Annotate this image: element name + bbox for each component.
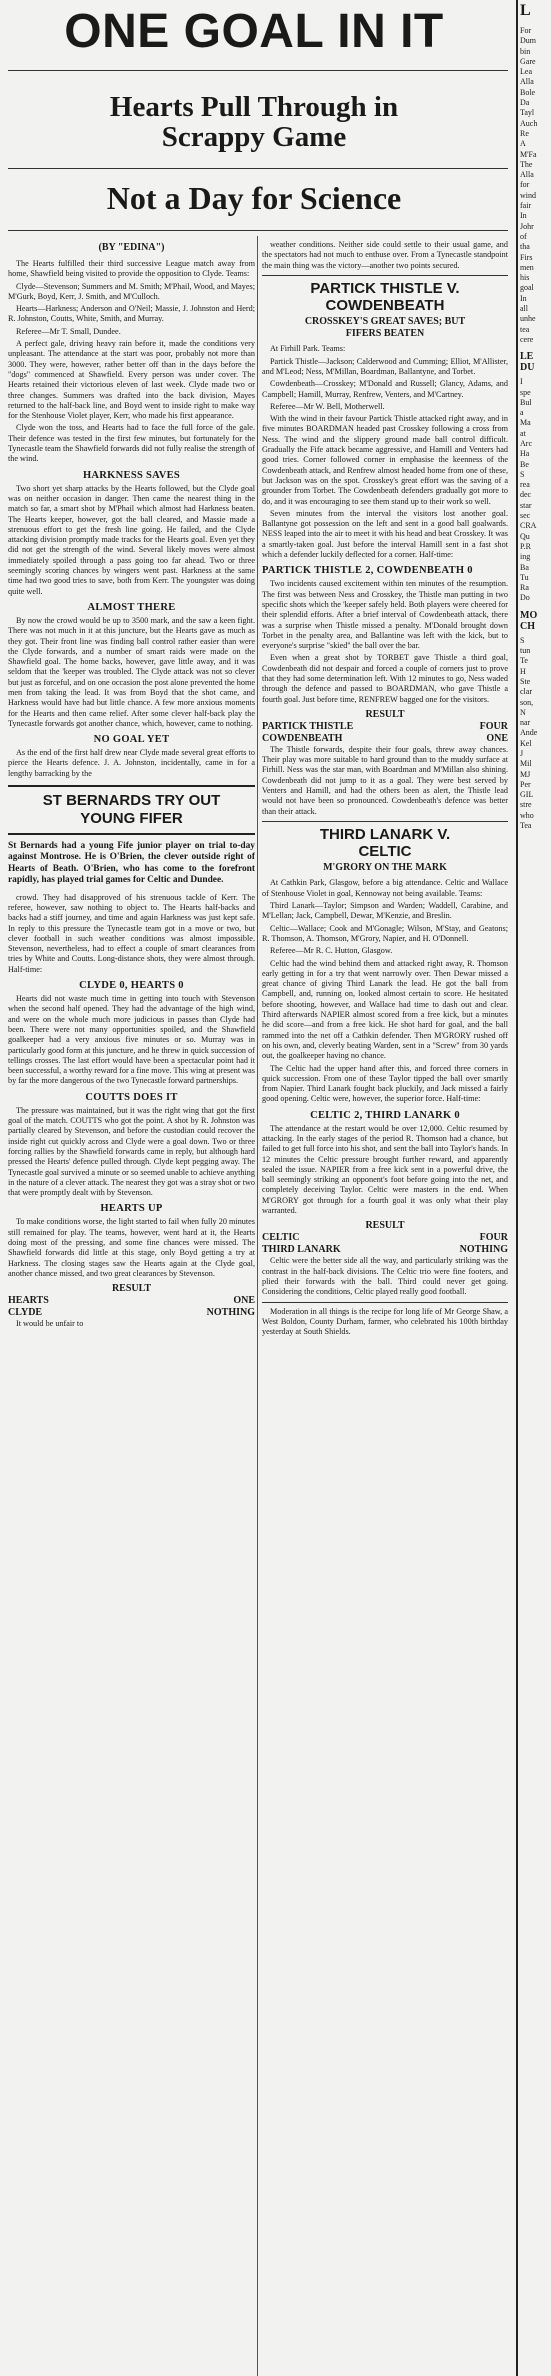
edge-fragment-line: sec [520,511,531,521]
edge-fragment-line: ing [520,552,531,562]
edge-fragment-line: Alla [520,77,534,87]
edge-fragment-line: stre [520,800,532,810]
result-title: RESULT [365,708,405,720]
subheading: HARKNESS SAVES [82,469,181,481]
deck-line: Scrappy Game [161,121,347,154]
edge-fragment-line: bin [520,46,531,56]
paragraph: crowd. They had disapproved of his strenuous tackle of Kerr. The referee, however, saw nothing to object to. The Hearts half-backs and backs had a stiff journey, and time and again Harkness was just kept safe. In reply to this pressure the Tynecastle team got in a move or two, but clever football in such weather conditions was almost impossible. Stevenson, nevertheless, had to effect a couple of smart clearances from tries by White and Coutts. Long-distance shots, they were almost through. Half-time: [8,892,255,974]
paragraph: A perfect gale, driving heavy rain before it, made the conditions very unpleasant. The attendance at the start was poor, probably not more than 3000. They were, however, rather better off than in the days before the "dogs" commenced at Shawfield. Every person was under cover. The Hearts retained their victorious eleven of last week. Clyde made two or three changes. Summers was drafted into the back division, Mayes returned to the half-back line, and Boyd went to inside right to make way for the Stenhouse Violet player, Kerr, who made his first appearance. [8,339,255,421]
edge-fragment-line: Auch [520,118,538,128]
edge-fragment-line: tea [520,324,530,334]
edge-fragment-line: Gare [520,56,536,66]
headline-rule [8,230,508,231]
edge-fragment-line: N [520,707,526,717]
edge-fragment-line: fair [520,201,532,211]
edge-fragment-line: CRA [520,521,537,531]
partick-subheading [262,316,508,340]
edge-fragment-line: Da [520,98,530,108]
edge-fragment-line: Re [520,128,529,138]
result-title: RESULT [365,1220,405,1232]
paragraph: With the wind in their favour Partick Thistle attacked right away, and in five minutes BOARDMAN headed past Crosskey following a cross from Ness. The wind and the slippery ground made ball control difficult. Gradually the Fife attack became aggressive, and Hamill and Venters had good tries. Corner followed corner in emphasise the keenness of the Cowdenbeath attack, and Renfrew almost headed home from one of these, but Jackson was on the spot. Crosskey's great effort was the saving of a grounder from Torbet. The Cowdenbeath defenders gradually got more to do, and it was encouraging to see them stand up to their work so well. [262,414,508,506]
title-line: CELTIC [358,843,412,861]
result-team: COWDENBEATH [262,732,343,744]
edge-fragment-line: men [520,262,534,272]
st-bernards-intro: St Bernards had a young Fife junior player on trial to-day against Montrose. He is O'Brien, the clever outside right of Hearts of Beath. O'Brien, who has come to the forefront rapidly, has played trial games for Celtic and Dundee. [8,841,255,886]
paragraph: The Celtic had the upper hand after this, and forced three corners in quick succession. From one of these Taylor tipped the ball over smartly from Napier. Third Lanark fought back pluckily, and Jack missed a fairly good opening. Celtic were, however, the superior force. Half-time: [262,1063,508,1104]
edge-fragment-line: P.R [520,541,531,551]
edge-fragment-line: nar [520,718,531,728]
edge-text-block [518,377,551,604]
result-team: HEARTS [8,1295,49,1307]
deck-line: Hearts Pull Through in [109,91,399,123]
edge-fragment-line: Kel [520,738,532,748]
result-team: THIRD LANARK [262,1244,341,1256]
edge-fragment-line: all [520,304,528,314]
paragraph: Two incidents caused excitement within ten minutes of the resumption. The first was between Ness and Crosskey, the Thistle man putting in two specific shots which the 'keeper safely held. Both players were cheered for their splendid efforts. After a brief interval of Cowdenbeath attack, there was a surprise when Thistle missed a penalty. M'Donald brought down Torbet in the penalty area, and Ballantine was left with the kick, but to everyone's surprise "skied" the ball over the bar. [262,579,508,651]
edge-fragment-line: Firs [520,252,533,262]
edge-fragment-line: at [520,428,526,438]
paragraph: Hearts—Harkness; Anderson and O'Neil; Massie, J. Johnston and Herd; R. Johnston, Coutts, White, Smith, and Murray. [8,304,255,324]
edge-fragment-line: dec [520,490,532,500]
paragraph: Partick Thistle—Jackson; Calderwood and Cumming; Elliot, M'Allister, and M'Leod; Ness, M'Millan, Boardman, Ballantyne, and Torbet. [262,356,508,376]
edge-fragment-line: who [520,810,534,820]
paragraph: Even when a great shot by TORBET gave Thistle a third goal, Cowdenbeath did not despair and forced a couple of corners just to prove that they had some determination left. With 12 minutes to go, Ness waded through the defence and passed to BOARDMAN, who gave Thistle a fourth goal. Just before time, RENFREW bagged one for the visitors. [262,653,508,704]
edge-fragment-line: tha [520,242,530,252]
result-score: ONE [233,1295,255,1307]
edge-heading: L [520,2,531,19]
half-time-score: CLYDE 0, HEARTS 0 [79,980,184,992]
half-time-score: PARTICK THISTLE 2, COWDENBEATH 0 [262,565,473,577]
edge-fragment-line: Ha [520,449,530,459]
paragraph: Two short yet sharp attacks by the Hearts followed, but the Clyde goal was on neither occasion in danger. Then came the nearest thing in the match so far, a smart shot by M'Phail which almost had Harkness beaten. The Hearts keeper, however, got the ball cleared, and Massie made a strenuous effort to get the fresh line going. He failed, and the Clyde attacking division promptly made tracks for the Hearts goal. Even yet they did not get the strength of the wind. Several likely moves were almost immediately spoiled through a pass going too far ahead. Two or three seemingly scoring chances by wingers went past. Harkness at the same time had two good tries to save, both from Kerr. The youngster was doing quite well. [8,483,255,596]
st-bernards-title [8,792,255,828]
edge-fragment-line: unhe [520,314,536,324]
edge-fragment-line: tun [520,646,531,656]
headline-rule [8,70,508,71]
paragraph: To make conditions worse, the light started to fail when fully 20 minutes still remained for play. The teams, however, went hard at it, the Hearts doing most of the pressing, and some fine chances were missed. The Shawfield forwards did little at this stage, only Boyd getting a try at Harkness. The closing stages saw the Hearts again at the Clyde goal, another chance missed, and two great clearances by Stevenson. [8,1217,255,1278]
edge-fragment-line: For [520,26,532,35]
edge-fragment-line: goal [520,283,534,293]
edge-fragment-line: MJ [520,769,531,779]
title-line: PARTICK THISTLE V. [310,279,460,297]
edge-text-block [518,26,551,345]
paragraph: Hearts did not waste much time in getting into touch with Stevenson when the second half opened. They had the advantage of the high wind, and were on the whole much more judicious in passes than Clyde had been. There were not many opportunities spoiled, and the Shawfield goalkeeper had a very anxious five minutes or so. Murray was in particularly good form at this juncture, and he threw in quick succession of tellings crosses. The last effort would have been a spectacular point had it been successful, a worthy reward for a fine move. This wing at present was by far the more dangerous of the two Tynecastle forward partnerships. [8,994,255,1086]
paragraph: Referee—Mr R. C. Hutton, Glasgow. [270,946,393,956]
partick-title [262,280,508,315]
result-score: FOUR [479,720,508,732]
column-right [262,240,508,2376]
paragraph: weather conditions. Neither side could settle to their usual game, and the spectators had not much to enthuse over. From a Tynecastle standpoint the main thing was the victory—another two points secured. [262,240,508,270]
edge-fragment-line: Tayl [520,108,535,118]
main-headline: ONE GOAL IN IT [64,5,444,58]
paragraph: At Cathkin Park, Glasgow, before a big attendance. Celtic and Wallace of Stenhouse Violet in goal, Kennoway not being available. Teams: [262,878,508,898]
edge-fragment-line: Bole [520,87,536,97]
paragraph: Moderation in all things is the recipe for long life of Mr George Shaw, a West Boldon, County Durham, farmer, who celebrated his 100th birthday yesterday at South Shields. [262,1306,508,1337]
edge-fragment-line: Qu [520,531,530,541]
edge-fragment-line: spe [520,387,531,397]
divider [262,275,508,276]
title-line: COWDENBEATH [325,297,445,315]
edge-fragment-line: wind [520,190,536,200]
result-score: FOUR [479,1232,508,1244]
paragraph: Clyde won the toss, and Hearts had to face the full force of the gale. Their defence was tested in the first few minutes, but fortunately for the Tynecastle team the Shawfield forwards did not fully realise the strength of the wind. [8,423,255,464]
edge-fragment-line: star [520,500,532,510]
subheading: COUTTS DOES IT [85,1091,178,1103]
result-title: RESULT [111,1283,152,1295]
edge-fragment-line: In [520,211,527,221]
edge-fragment-line: cere [520,334,534,344]
edge-fragment-line: S [520,469,525,479]
result-line [8,1295,255,1307]
third-lanark-section [262,826,508,1337]
edge-sub-line: DU [520,362,535,374]
edge-text-block [518,636,551,832]
partick-section [262,280,508,817]
result-line [8,1307,255,1319]
edge-fragment-line: In [520,293,527,303]
result-line [262,1244,508,1256]
paragraph: Referee—Mr T. Small, Dundee. [16,326,121,336]
edge-fragment-line: Ra [520,583,529,593]
title-line: YOUNG FIFER [80,810,183,828]
edge-fragment-line: Alla [520,170,534,180]
paragraph: Clyde—Stevenson; Summers and M. Smith; M'Phail, Wood, and Mayes; M'Gurk, Boyd, Kerr, J. Smith, and M'Culloch. [8,281,255,301]
result-line [262,1232,508,1244]
edge-fragment-line: Mil [520,759,532,769]
byline: (BY "EDINA") [98,242,165,253]
result-team: PARTICK THISTLE [262,720,354,732]
edge-sub-line: CH [520,620,535,632]
paragraph: The Thistle forwards, despite their four goals, threw away chances. Their play was more suitable to hard ground than to the muddy surface at Firhill. Ness was the star man, with Boardman and M'Millan also shining. Cowdenbeath did not jump to it as a goal. They were best served by Venters and Hamill, and had the others been as alert, the Thistle lead would not have been so pronounced. Cowdenbeath's defence was better than their attack. [262,744,508,816]
edge-fragment-line: Johr [520,221,534,231]
subheading: HEARTS UP [100,1203,163,1215]
edge-fragment-line: Lea [520,67,532,77]
divider [262,821,508,822]
result-score: ONE [486,732,508,744]
edge-fragment-line: his [520,273,530,283]
st-bernards-box [8,785,255,835]
edge-subheading [518,351,551,373]
subheading: NO GOAL YET [93,734,170,746]
paragraph: By now the crowd would be up to 3500 mark, and the saw a keen fight. There was not much in it at this juncture, but the Hearts gave as much as they got. Their front line was finding ball control rather easier than were the Clyde forwards, and a number of smart raids were made on the Shawfield goal. The home backs, however, gave little away, and it was seldom that the 'keeper was troubled. The Clyde attack was not so clever but just as forceful, and on one occasion the post alone prevented the home men from taking the lead. It was from Boyd that the shot came, and Harkness would have had but little chance. A few more anxious moments for the Hearts and then came relief. After some clever half-back play the Tynecastle forwards got another chance, which, however, came to nothing. [8,615,255,728]
edge-fragment-line: J [520,749,524,758]
edge-fragment-line: Ste [520,676,531,686]
edge-fragment-line: Tu [520,572,529,582]
paragraph: Celtic had the wind behind them and attacked right away, R. Thomson early getting in for a try that went narrowly over. Then Dewar missed a great chance of giving Third Lanark the lead. He got the ball from Campbell, and, running on, looked almost certain to score. He hesitated before shooting, however, and Wallace had time to dash out and clear. Third afterwards NAPIER almost scored from a free kick, but a minutes he did score—and from a free kick. He shot hard for goal, and the ball rammed into the net off a Cathkin defender. Then M'GRORY rushed off on his own, and, cleverly beating Warden, sent in a "Screw" from 30 yards out, the goalkeeper having no chance. [262,958,508,1061]
edge-subheading [518,610,551,632]
edge-fragment-line: S [520,635,525,645]
deck-headline-2: Not a Day for Science [106,180,402,216]
column-left [8,240,255,2376]
edge-fragment-line: The [520,159,533,169]
edge-sub-line: MO [520,609,538,621]
edge-fragment-line: Bul [520,397,532,407]
result-score: NOTHING [459,1244,508,1256]
edge-fragment-line: Arc [520,438,532,448]
edge-fragment-line: Ande [520,728,538,738]
paragraph: It would be unfair to [16,1319,84,1329]
paragraph: The Hearts fulfilled their third successive League match away from home, Shawfield being visited to provide the opposition to Clyde. Teams: [8,259,255,279]
title-line: THIRD LANARK V. [319,825,451,843]
edge-fragment-line: for [520,180,530,190]
divider [262,1302,508,1303]
article-body-a [8,259,255,465]
half-time-score: CELTIC 2, THIRD LANARK 0 [310,1109,460,1121]
paragraph: The pressure was maintained, but it was the right wing that got the first goal of the match. COUTTS who got the point. A shot by R. Johnston was partially cleared by Stevenson, and before the custodian could recover the inside right cut quickly across and Clyde were a goal down. Two or three forcing rallies by the Shawfield forwards came in reply, but although hard pressed the Hearts' defence pulled through. Clyde kept pegging away. The Tynecastle goal survived a minute or so seemed unable to achieve anything in the nature of a clever attack. The nearest they got was a stray shot or two that were promptly dealt with by Stevenson. [8,1105,255,1198]
edge-fragment-line: M'Fa [520,149,537,159]
edge-fragment-line: a [520,408,524,418]
paragraph: Cowdenbeath—Crosskey; M'Donald and Russell; Glancy, Adams, and Campbell; Hamill, Murray, Renfrew, Venters, and M'Cartney. [262,379,508,399]
sub-line: FIFERS BEATEN [345,328,425,340]
paragraph: The attendance at the restart would be over 12,000. Celtic resumed by attacking. In the early stages of the period R. Thomson had a chance, but failed to get full force into his shot, and sent the ball into Taylor's hands. In 12 minutes the Celtic pressure brought further reward, and apparently sealed the issue. NAPIER from a free kick sent in a powerful drive, the ball seemingly striking an opponent's foot before going into the net, and completely deceiving Taylor. Celtic were masters in the end. When M'GRORY got through for a fourth goal it was only what their play warranted. [262,1123,508,1216]
title-line: ST BERNARDS TRY OUT [42,792,221,810]
adjacent-column-fragment [516,0,551,2376]
edge-fragment-line: Be [520,459,529,469]
third-lanark-title [262,826,508,861]
edge-fragment-line: clar [520,687,532,697]
result-line [262,733,508,745]
edge-fragment-line: Do [520,593,530,603]
edge-fragment-line: of [520,231,527,241]
paragraph: Referee—Mr W. Bell, Motherwell. [270,401,385,411]
edge-fragment-line: Dum [520,36,536,46]
edge-fragment-line: GIL [520,790,534,800]
edge-fragment-line: Te [520,656,528,666]
edge-fragment-line: Ba [520,562,529,572]
result-score: NOTHING [206,1307,255,1319]
edge-fragment-line: son, [520,697,534,707]
paragraph: Celtic were the better side all the way, and particularly striking was the contrast in the half-back divisions. The Celtic trio were fine footers, and plied their forwards with the ball. Third could never get going. Considering the conditions, Celtic played really good football. [262,1256,508,1297]
edge-fragment-line: rea [520,480,530,490]
edge-fragment-line: H [520,666,526,676]
column-separator [257,236,258,2376]
paragraph: Celtic—Wallace; Cook and M'Gonagle; Wilson, M'Stay, and Geatons; R. Thomson, A. Thomson, M'Grory, Napier, and H. O'Donnell. [262,923,508,943]
deck-headline-1 [0,92,508,153]
result-team: CELTIC [262,1232,300,1244]
result-team: CLYDE [8,1307,43,1319]
edge-sub-line: LE [520,351,534,363]
headline-rule [8,168,508,169]
edge-fragment-line: A [520,139,526,149]
paragraph: As the end of the first half drew near Clyde made several great efforts to pierce the Hearts defence. J. A. Johnston, incidentally, came in for a lengthy barracking by the [8,748,255,778]
sub-line: CROSSKEY'S GREAT SAVES; BUT [304,316,466,328]
paragraph: At Firhill Park. Teams: [270,344,346,354]
edge-fragment-line: I [520,377,523,387]
third-lanark-subheading: M'GRORY ON THE MARK [323,862,447,874]
subheading: ALMOST THERE [87,601,176,613]
edge-fragment-line: Tea [520,821,532,831]
paragraph: Third Lanark—Taylor; Simpson and Warden; Waddell, Carabine, and M'Lellan; Jack, Campbell, Dewar, M'Kenzie, and Breslin. [262,901,508,921]
paragraph: Seven minutes from the interval the visitors lost another goal. Ballantyne got possession on the left and sent in a good ball goalwards. NESS leaped into the air to meet it with his head and beat Crosskey. It was a smartly-taken goal. Just before the interval Hamill sent in a fast shot which a defender luckily deflected for a corner. Half-time: [262,508,508,560]
edge-fragment-line: Per [520,779,531,789]
result-line [262,721,508,733]
edge-fragment-line: Ma [520,418,531,428]
